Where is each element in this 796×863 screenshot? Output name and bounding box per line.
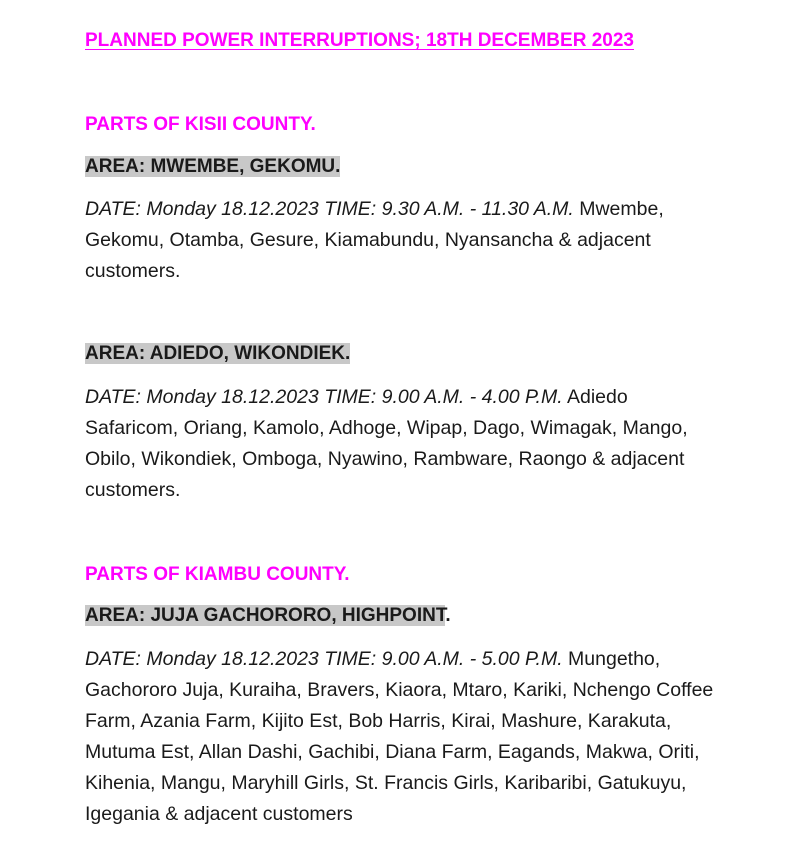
area-details: [85, 644, 725, 830]
area-heading: [85, 153, 725, 181]
affected-places: Adiedo Safaricom, Oriang, Kamolo, Adhoge, Wipap, Dago, Wimagak, Mango, Obilo, Wikondiek, Omboga, Nyawino, Rambware, Raongo & adjacent customers.: [85, 386, 688, 501]
document-header: [85, 26, 725, 56]
area-heading-suffix: .: [345, 343, 351, 364]
area-heading-label: AREA: MWEMBE, GEKOMU: [85, 156, 336, 177]
area-block-mwembe: [85, 153, 725, 181]
area-block-adiedo: [85, 340, 725, 368]
affected-places: Mwembe, Gekomu, Otamba, Gesure, Kiamabundu, Nyansancha & adjacent customers.: [85, 198, 664, 282]
document-title: PLANNED POWER INTERRUPTIONS; 18TH DECEMBER 2023: [85, 30, 634, 51]
county-heading: PARTS OF KIAMBU COUNTY.: [85, 564, 350, 585]
county-heading: PARTS OF KISII COUNTY.: [85, 114, 316, 135]
date-time: DATE: Monday 18.12.2023 TIME: 9.00 A.M. - 4.00 P.M.: [85, 386, 563, 408]
area-details-adiedo: [85, 382, 725, 506]
county-heading-kisii: [85, 110, 725, 140]
area-heading: [85, 340, 725, 368]
date-time: DATE: Monday 18.12.2023 TIME: 9.30 A.M. - 11.30 A.M.: [85, 198, 574, 220]
area-details: [85, 194, 725, 287]
area-heading-label: AREA: ADIEDO, WIKONDIEK: [85, 343, 346, 364]
affected-places: Mungetho, Gachororo Juja, Kuraiha, Bravers, Kiaora, Mtaro, Kariki, Nchengo Coffee Farm, Azania Farm, Kijito Est, Bob Harris, Kirai, Mashure, Karakuta, Mutuma Est, Allan Dashi, Gachibi, Diana Farm, Eagands, Makwa, Oriti, Kihenia, Mangu, Maryhill Girls, St. Francis Girls, Karibaribi, Gatukuyu, Igegania & adjacent customers: [85, 648, 714, 825]
area-heading: [85, 602, 725, 630]
county-heading-kiambu: [85, 560, 725, 590]
area-details-juja: [85, 644, 725, 830]
area-details-mwembe: [85, 194, 725, 287]
area-heading-suffix: .: [335, 156, 341, 177]
area-heading-suffix: .: [445, 605, 451, 626]
area-heading-label: AREA: JUJA GACHORORO, HIGHPOINT: [85, 605, 446, 626]
area-block-juja: [85, 602, 725, 630]
date-time: DATE: Monday 18.12.2023 TIME: 9.00 A.M. - 5.00 P.M.: [85, 648, 563, 670]
area-details: [85, 382, 725, 506]
